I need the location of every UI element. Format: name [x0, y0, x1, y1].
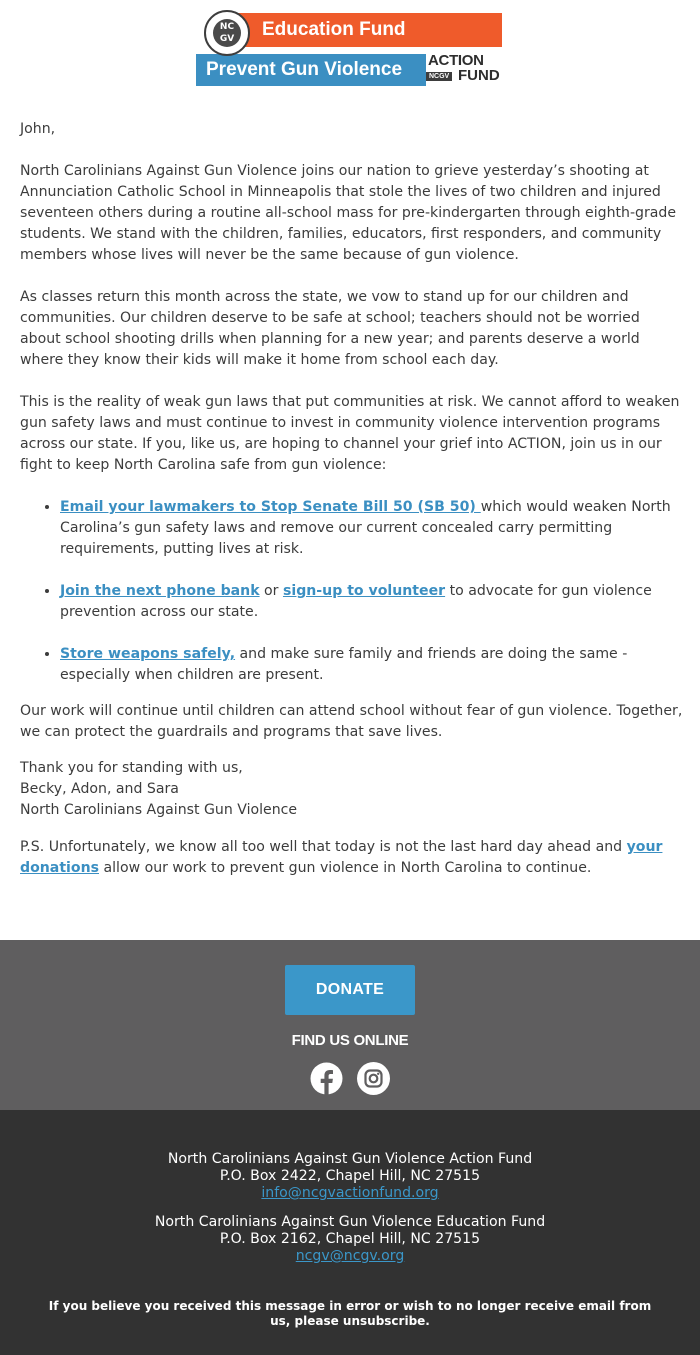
- logo-ncgv-tag: NCGV: [426, 72, 452, 81]
- ps-text2: allow our work to prevent gun violence in North Carolina to continue.: [99, 860, 592, 876]
- org2-email-link[interactable]: ncgv@ncgv.org: [295, 1248, 405, 1264]
- paragraph-work-continues: Our work will continue until children can attend school without fear of gun violence. Together, we can protect the guardrails and programs that save lives.: [20, 703, 683, 740]
- signoff-line1: Thank you for standing with us,: [20, 760, 243, 776]
- facebook-icon[interactable]: [310, 1062, 343, 1095]
- logo-action-fund: [426, 52, 506, 88]
- education-fund-address: [0, 1214, 700, 1265]
- donations-link[interactable]: your donations: [20, 839, 663, 876]
- list-item: [60, 581, 684, 623]
- bullet1-text: which would weaken North Carolina’s gun safety laws and remove our current concealed carry permitting requirements, putting lives at risk.: [60, 499, 671, 557]
- paragraph-reality: This is the reality of weak gun laws that put communities at risk. We cannot afford to weaken gun safety laws and must continue to invest in community violence intervention programs across our state. If you, like us, are hoping to channel your grief into ACTION, join us in our fight to keep North Carolina safe from gun violence:: [20, 394, 680, 473]
- org1-name: North Carolinians Against Gun Violence Action Fund: [167, 1151, 533, 1167]
- list-item: [60, 497, 684, 560]
- logo-prevent-text: Prevent Gun Violence: [206, 59, 403, 80]
- logo-action-text: ACTION: [428, 52, 484, 69]
- postscript: [20, 837, 684, 879]
- org2-name: North Carolinians Against Gun Violence Education Fund: [154, 1214, 546, 1230]
- find-us-online-heading: FIND US ONLINE: [291, 1032, 409, 1049]
- email-lawmakers-link[interactable]: Email your lawmakers to Stop Senate Bill 50 (SB 50): [60, 499, 481, 515]
- phone-bank-link[interactable]: Join the next phone bank: [60, 583, 260, 599]
- donate-button[interactable]: DONATE: [285, 965, 415, 1015]
- org1-address: P.O. Box 2422, Chapel Hill, NC 27515: [219, 1168, 481, 1184]
- store-weapons-link[interactable]: Store weapons safely,: [60, 646, 236, 662]
- logo-education-fund-text: Education Fund: [262, 19, 406, 40]
- list-item: [60, 644, 684, 686]
- paragraph-classes: As classes return this month across the state, we vow to stand up for our children and communities. Our children deserve to be safe at school; teachers should not be worried about school shooting drills when planning for a new year; and parents deserve a world where they know their kids will make it home from school each day.: [20, 289, 640, 368]
- email-body: [20, 119, 684, 900]
- bullet2-or: or: [259, 583, 283, 599]
- signoff-line3: North Carolinians Against Gun Violence: [20, 802, 298, 818]
- bullet3-text: and make sure family and friends are doing the same - especially when children are present.: [60, 646, 628, 683]
- action-list: [20, 497, 684, 686]
- logo-education-fund-banner: [234, 13, 502, 47]
- org2-address: P.O. Box 2162, Chapel Hill, NC 27515: [219, 1231, 481, 1247]
- bullet2-text: to advocate for gun violence prevention across our state.: [60, 583, 652, 620]
- logo-fund-text: FUND: [458, 67, 500, 84]
- signoff-line2: Becky, Adon, and Sara: [20, 781, 179, 797]
- action-fund-address: [0, 1151, 700, 1202]
- greeting: John,: [20, 121, 56, 137]
- ps-text: P.S. Unfortunately, we know all too well that today is not the last hard day ahead and: [20, 839, 627, 855]
- footer-contact-section: [0, 1110, 700, 1355]
- unsubscribe-notice[interactable]: If you believe you received this message in error or wish to no longer receive email from us, please unsubscribe.: [48, 1299, 652, 1328]
- header-logo: [196, 8, 506, 90]
- logo-prevent-gun-violence-banner: [196, 54, 426, 86]
- footer-social-section: [0, 940, 700, 1110]
- ncgv-logo-circle: [204, 10, 250, 56]
- org1-email-link[interactable]: info@ncgvactionfund.org: [261, 1185, 439, 1201]
- paragraph-grief: North Carolinians Against Gun Violence joins our nation to grieve yesterday’s shooting at Annunciation Catholic School in Minneapolis that stole the lives of two children and injured seventeen others during a routine all-school mass for pre-kindergarten through eighth-grade students. We stand with the children, families, educators, first responders, and community members whose lives will never be the same because of gun violence.: [20, 163, 677, 263]
- ncgv-logo-text: NC GV: [213, 19, 241, 47]
- instagram-icon[interactable]: [357, 1062, 390, 1095]
- signoff: [20, 758, 684, 821]
- volunteer-link[interactable]: sign-up to volunteer: [282, 583, 446, 599]
